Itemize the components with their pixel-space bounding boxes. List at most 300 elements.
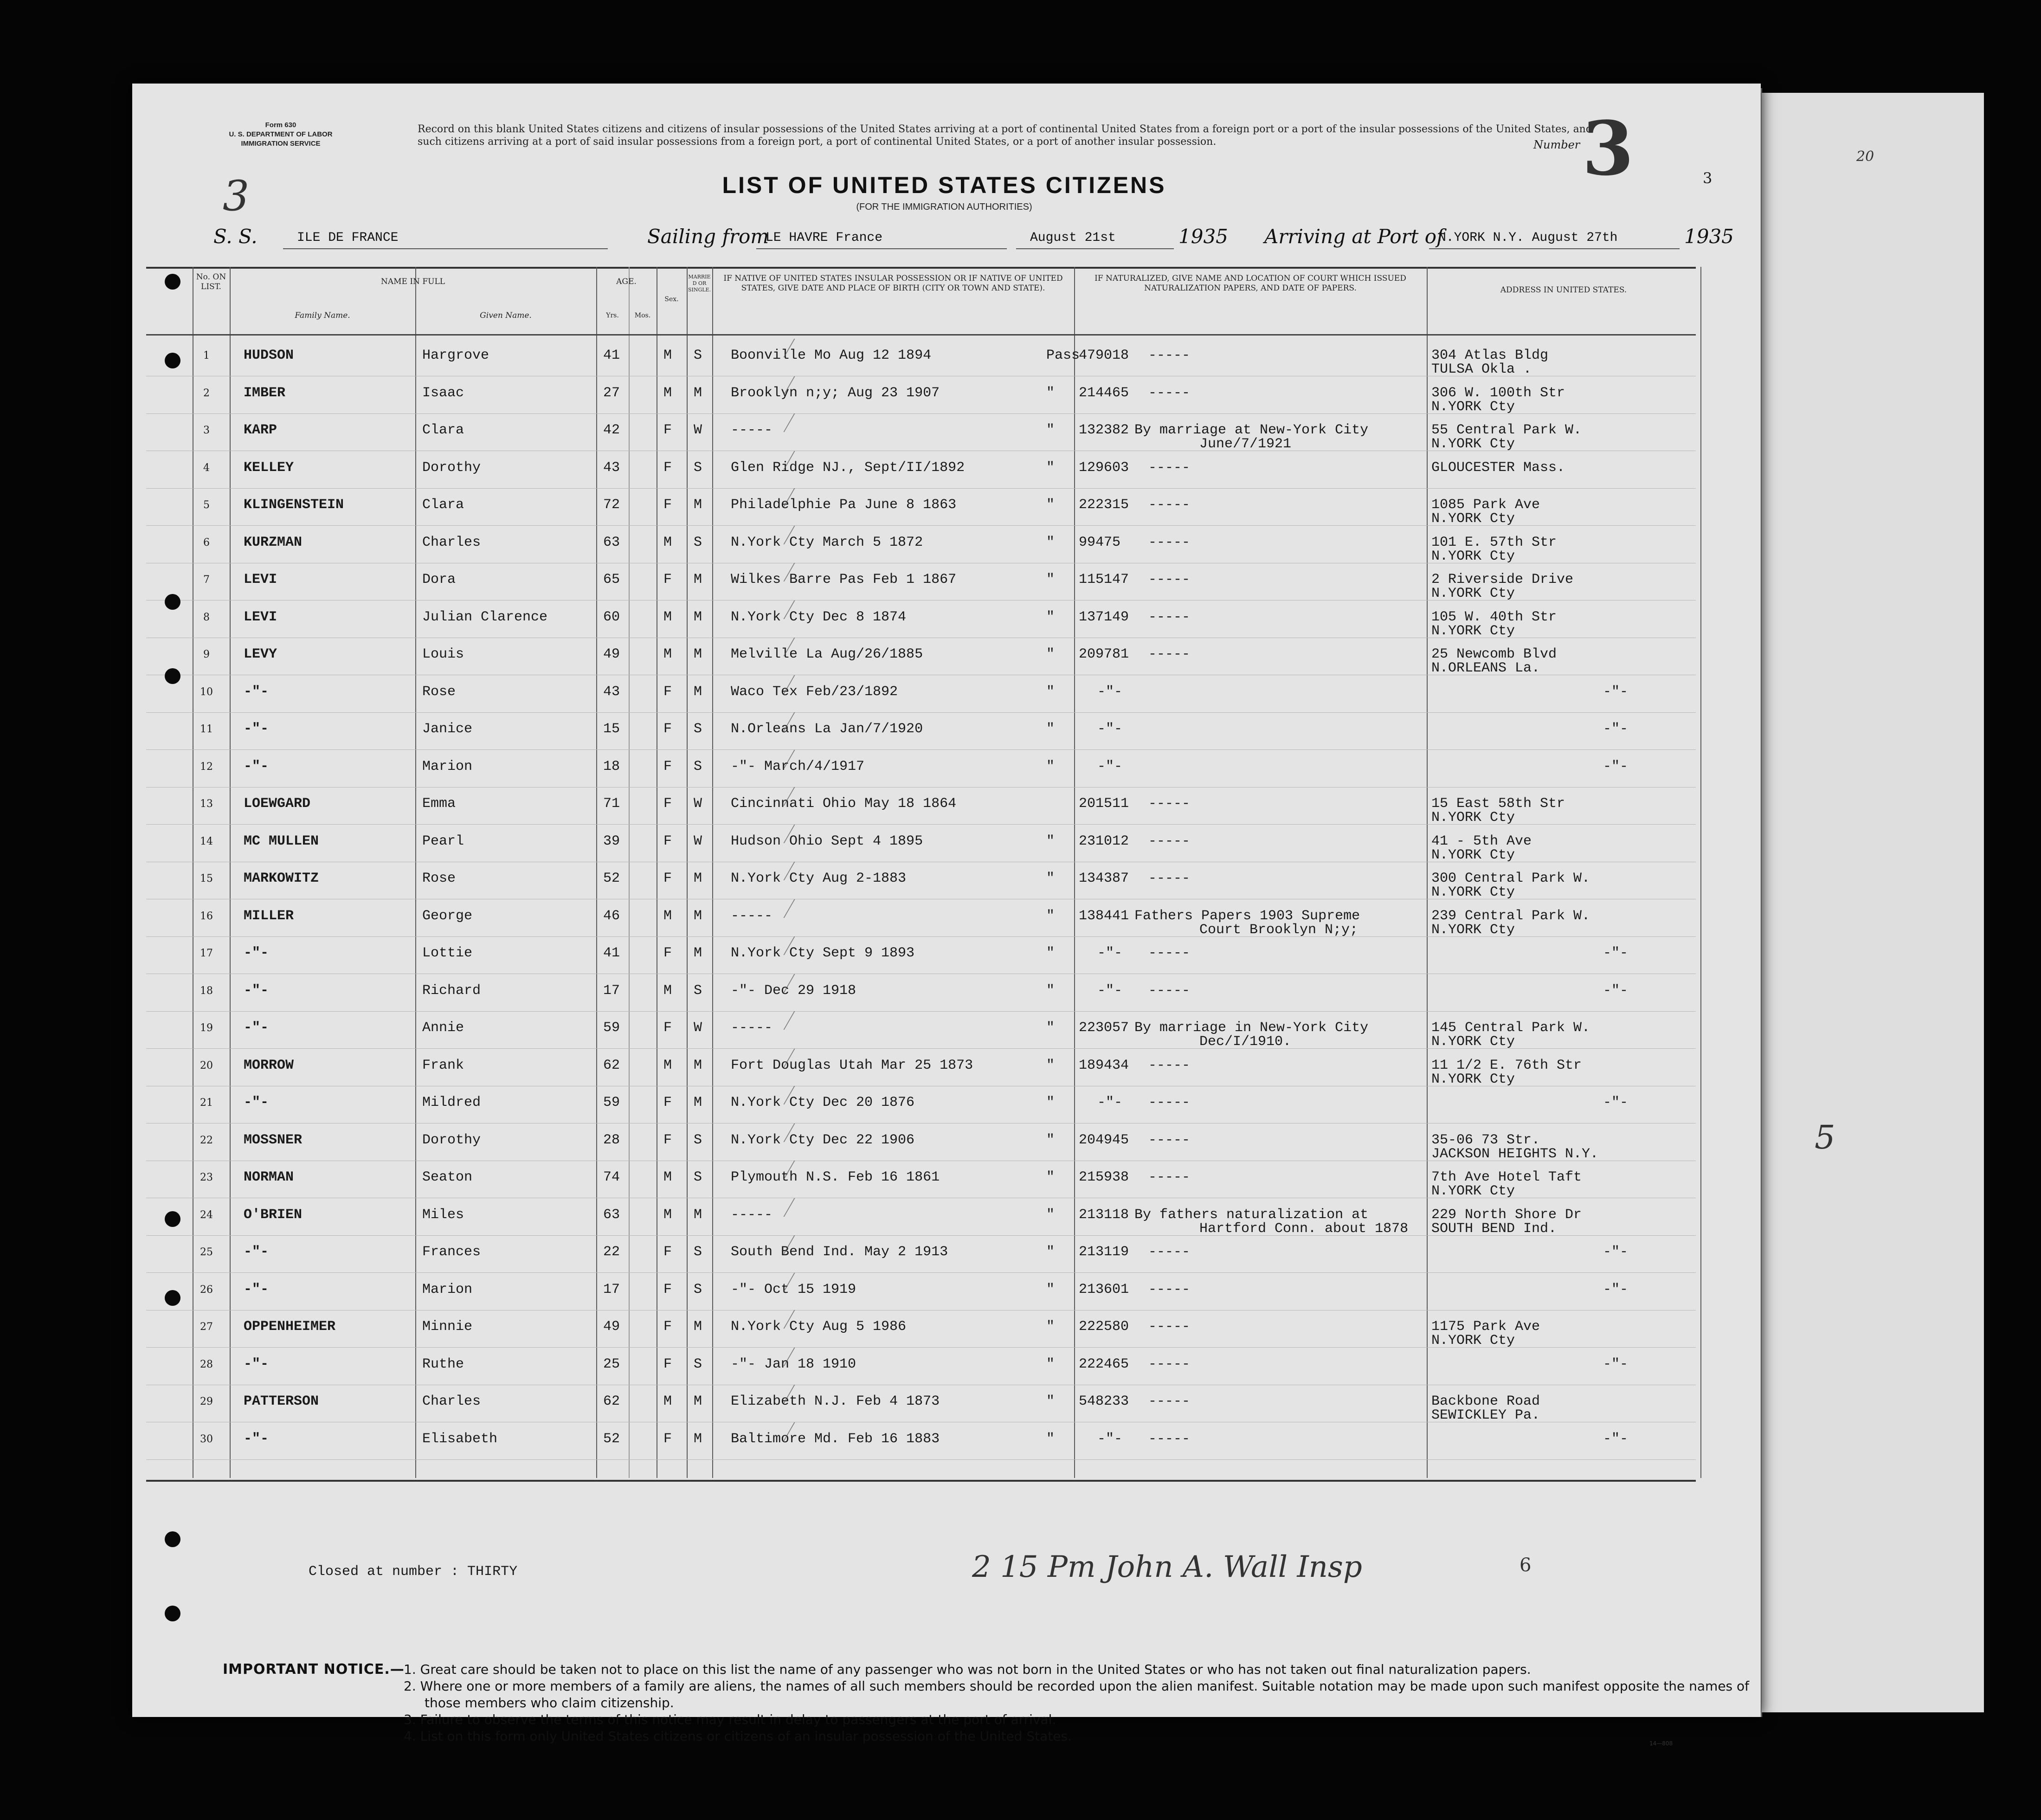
page-subtitle: (FOR THE IMMIGRATION AUTHORITIES) xyxy=(856,202,1032,212)
table-row xyxy=(132,526,1761,563)
birth-place-date: Cincinnati Ohio May 18 1864 xyxy=(731,796,957,812)
given-name: Richard xyxy=(422,982,481,999)
age-years: 72 xyxy=(603,497,620,513)
passport-mark: " xyxy=(1046,833,1055,849)
family-name: -"- xyxy=(244,1356,269,1372)
passport-mark: " xyxy=(1046,1356,1055,1372)
passport-mark: " xyxy=(1046,497,1055,513)
address-line-1: 105 W. 40th Str xyxy=(1431,609,1557,625)
col-header-naturalized: IF NATURALIZED, GIVE NAME AND LOCATION OF COURT WHICH ISSUED NATURALIZATION PAPERS, AND DATE OF PAPERS. xyxy=(1095,274,1406,293)
naturalization-line-2: Dec/I/1910. xyxy=(1199,1034,1292,1050)
passport-number: -"- xyxy=(1097,945,1123,961)
family-name: HUDSON xyxy=(244,348,294,363)
address-line-2: N.YORK Cty xyxy=(1431,922,1515,938)
passport-number: 213119 xyxy=(1079,1244,1129,1260)
marital-status: S xyxy=(694,1132,702,1148)
row-number: 29 xyxy=(200,1396,213,1407)
row-number: 14 xyxy=(200,835,213,847)
given-name: Hargrove xyxy=(422,348,489,363)
naturalization: ----- xyxy=(1148,833,1191,849)
address-line-1: 41 - 5th Ave xyxy=(1431,833,1532,849)
age-years: 22 xyxy=(603,1244,620,1260)
address-line-2: N.YORK Cty xyxy=(1431,884,1515,900)
address-line-1: -"- xyxy=(1603,1095,1629,1110)
family-name: MILLER xyxy=(244,908,294,924)
age-years: 59 xyxy=(603,1095,620,1110)
address-line-2: SEWICKLEY Pa. xyxy=(1431,1407,1540,1423)
notice-item-3: 3. Failure to observe the terms of this notice may result in delay to passengers at the port of arrival. xyxy=(404,1712,1056,1727)
age-years: 62 xyxy=(603,1057,620,1073)
intro-text: Record on this blank United States citizens and citizens of insular possessions of the United States arriving at a port of continental United States from a foreign port or a port of the insular possessions of the United States, and such citizens arriving at a port of said insular possessions from a foreign port, a port of continental United States, or a port of another insular possession. xyxy=(418,123,1592,148)
table-row xyxy=(132,899,1761,936)
age-years: 59 xyxy=(603,1020,620,1036)
check-mark xyxy=(755,1198,795,1217)
age-years: 42 xyxy=(603,422,620,438)
row-number: 8 xyxy=(203,611,210,623)
sex: F xyxy=(663,1319,672,1335)
passport-number: -"- xyxy=(1097,1431,1123,1447)
family-name: -"- xyxy=(244,1431,269,1447)
col-header-yrs: Yrs. xyxy=(606,312,619,319)
passport-number: 138441 xyxy=(1079,908,1129,924)
row-number: 9 xyxy=(203,649,210,660)
binder-hole xyxy=(165,1606,180,1621)
notice-item-1: 1. Great care should be taken not to place on this list the name of any passenger who was not born in the United States or who has not taken out final naturalization papers. xyxy=(404,1662,1531,1677)
address-line-1: -"- xyxy=(1603,1244,1629,1260)
binder-hole xyxy=(165,1211,180,1227)
passport-mark: " xyxy=(1046,1319,1055,1335)
check-mark xyxy=(755,1011,795,1030)
to-port: N.YORK N.Y. August 27th xyxy=(1438,231,1618,245)
table-row xyxy=(132,1161,1761,1198)
passport-number: -"- xyxy=(1097,684,1123,700)
row-number: 4 xyxy=(203,462,210,474)
passport-number: -"- xyxy=(1097,721,1123,737)
address-line-2: N.YORK Cty xyxy=(1431,399,1515,415)
passport-number: 189434 xyxy=(1079,1057,1129,1073)
family-name: MARKOWITZ xyxy=(244,871,319,886)
sex: M xyxy=(663,908,672,924)
address-line-2: N.YORK Cty xyxy=(1431,586,1515,601)
row-number: 16 xyxy=(200,910,213,922)
naturalization: Fathers Papers 1903 Supreme xyxy=(1134,908,1360,924)
col-header-family-name: Family Name. xyxy=(295,311,350,320)
address-line-2: N.ORLEANS La. xyxy=(1431,660,1540,676)
passport-number: 548233 xyxy=(1079,1394,1129,1409)
sex: F xyxy=(663,1095,672,1110)
table-row xyxy=(132,1086,1761,1123)
age-years: 27 xyxy=(603,385,620,401)
passenger-table xyxy=(132,267,1761,1478)
passport-number: 137149 xyxy=(1079,609,1129,625)
family-name: OPPENHEIMER xyxy=(244,1319,336,1335)
age-years: 41 xyxy=(603,348,620,363)
birth-place-date: Philadelphie Pa June 8 1863 xyxy=(731,497,957,513)
birth-place-date: N.York Cty Dec 20 1876 xyxy=(731,1095,915,1110)
given-name: Isaac xyxy=(422,385,464,401)
given-name: Marion xyxy=(422,758,473,774)
passport-number: 215938 xyxy=(1079,1169,1129,1185)
passport-mark: " xyxy=(1046,646,1055,662)
table-row xyxy=(132,339,1761,376)
sex: M xyxy=(663,982,672,999)
family-name: MOSSNER xyxy=(244,1132,303,1148)
sex: M xyxy=(663,609,672,625)
address-line-2: N.YORK Cty xyxy=(1431,511,1515,527)
marital-status: S xyxy=(694,758,702,774)
marital-status: M xyxy=(694,497,702,513)
age-years: 60 xyxy=(603,609,620,625)
notice-item-2: 2. Where one or more members of a family are aliens, the names of all such members should be recorded upon the alien manifest. Suitable notation may be made upon such manifest opposite the names of those members who claim citizenship. xyxy=(404,1678,1750,1710)
sex: M xyxy=(663,348,672,363)
passport-number: 223057 xyxy=(1079,1020,1129,1036)
margin-mark-left-top: 3 xyxy=(223,172,250,220)
row-number: 20 xyxy=(200,1059,213,1071)
naturalization: ----- xyxy=(1148,1244,1191,1260)
family-name: LEVY xyxy=(244,646,277,662)
ship-name: ILE DE FRANCE xyxy=(297,231,399,245)
check-mark xyxy=(755,413,795,432)
row-number: 23 xyxy=(200,1172,213,1183)
notice-item-4: 4. List on this form only United States citizens or citizens of an insular possession of the United States. xyxy=(404,1729,1072,1744)
binder-hole xyxy=(165,594,180,610)
marital-status: S xyxy=(694,982,702,999)
naturalization: ----- xyxy=(1148,1132,1191,1148)
age-years: 15 xyxy=(603,721,620,737)
row-number: 26 xyxy=(200,1284,213,1296)
row-number: 15 xyxy=(200,873,213,884)
naturalization: ----- xyxy=(1148,1431,1191,1447)
family-name: -"- xyxy=(244,684,269,700)
table-row xyxy=(132,563,1761,600)
col-header-given-name: Given Name. xyxy=(480,311,532,320)
sex: F xyxy=(663,796,672,812)
col-header-name-in-full: NAME IN FULL xyxy=(380,277,445,286)
passport-mark: " xyxy=(1046,1281,1055,1297)
family-name: MORROW xyxy=(244,1057,294,1073)
naturalization: ----- xyxy=(1148,497,1191,513)
family-name: KURZMAN xyxy=(244,534,303,550)
closed-at-number: Closed at number : THIRTY xyxy=(309,1564,518,1580)
given-name: Charles xyxy=(422,534,481,550)
address-line-2: SOUTH BEND Ind. xyxy=(1431,1220,1557,1237)
row-number: 28 xyxy=(200,1358,213,1370)
sex: F xyxy=(663,572,672,587)
age-years: 18 xyxy=(603,758,620,774)
passport-mark: " xyxy=(1046,1095,1055,1110)
sex: M xyxy=(663,1207,672,1223)
given-name: Marion xyxy=(422,1281,473,1297)
row-number: 12 xyxy=(200,761,213,773)
naturalization: ----- xyxy=(1148,1319,1191,1335)
age-years: 52 xyxy=(603,1431,620,1447)
naturalization: ----- xyxy=(1148,1394,1191,1409)
naturalization: By marriage at New-York City xyxy=(1134,422,1369,438)
sex: F xyxy=(663,1281,672,1297)
table-row xyxy=(132,600,1761,638)
naturalization: ----- xyxy=(1148,871,1191,886)
corner-number: 3 xyxy=(1703,169,1713,187)
birth-place-date: N.York Cty Aug 2-1883 xyxy=(731,871,907,886)
table-row xyxy=(132,675,1761,712)
col-header-native: IF NATIVE OF UNITED STATES INSULAR POSSESSION OR IF NATIVE OF UNITED STATES, GIVE DATE AND PLACE OF BIRTH (CITY OR TOWN AND STATE). xyxy=(723,274,1063,293)
address-line-1: 300 Central Park W. xyxy=(1431,871,1590,886)
family-name: -"- xyxy=(244,721,269,737)
birth-place-date: Elizabeth N.J. Feb 4 1873 xyxy=(731,1394,940,1409)
passport-mark: Pass xyxy=(1046,348,1080,363)
passport-number: 213118 xyxy=(1079,1207,1129,1223)
birth-place-date: N.York Cty Dec 8 1874 xyxy=(731,609,907,625)
depart-date: August 21st xyxy=(1030,231,1116,245)
row-number: 1 xyxy=(203,350,210,361)
sex: F xyxy=(663,422,672,438)
given-name: Janice xyxy=(422,721,473,737)
col-header-mos: Mos. xyxy=(634,312,651,319)
naturalization: ----- xyxy=(1148,348,1191,363)
given-name: Clara xyxy=(422,497,464,513)
address-line-1: 229 North Shore Dr xyxy=(1431,1207,1582,1223)
naturalization: ----- xyxy=(1148,1169,1191,1185)
sex: M xyxy=(663,385,672,401)
passport-mark: " xyxy=(1046,422,1055,438)
family-name: LEVI xyxy=(244,609,277,625)
table-row xyxy=(132,1235,1761,1272)
table-row xyxy=(132,1310,1761,1347)
address-line-2: JACKSON HEIGHTS N.Y. xyxy=(1431,1146,1599,1162)
col-header-sex: Sex. xyxy=(664,296,679,303)
list-number-value: 3 xyxy=(1582,105,1634,192)
table-row xyxy=(132,1273,1761,1310)
birth-place-date: ----- xyxy=(731,908,773,924)
age-years: 41 xyxy=(603,945,620,961)
marital-status: M xyxy=(694,609,702,625)
birth-place-date: -"- March/4/1917 xyxy=(731,758,865,774)
passport-mark: " xyxy=(1046,1132,1055,1148)
naturalization-line-2: Hartford Conn. about 1878 xyxy=(1199,1220,1409,1237)
birth-place-date: Melville La Aug/26/1885 xyxy=(731,646,923,662)
passport-mark: " xyxy=(1046,721,1055,737)
passport-mark: " xyxy=(1046,1394,1055,1409)
passport-number: -"- xyxy=(1097,1095,1123,1110)
address-line-1: 239 Central Park W. xyxy=(1431,908,1590,924)
passport-mark: " xyxy=(1046,945,1055,961)
family-name: -"- xyxy=(244,1095,269,1110)
age-years: 43 xyxy=(603,459,620,476)
sex: F xyxy=(663,459,672,476)
family-name: KELLEY xyxy=(244,459,294,476)
marital-status: M xyxy=(694,908,702,924)
row-number: 6 xyxy=(203,536,210,549)
manifest-page xyxy=(132,84,1761,1747)
passport-number: 222315 xyxy=(1079,497,1129,513)
arriving-label: Arriving at Port of xyxy=(1264,225,1444,248)
passport-mark: " xyxy=(1046,385,1055,401)
service-name: IMMIGRATION SERVICE xyxy=(241,140,321,148)
arrival-year: 1935 xyxy=(1684,225,1734,248)
marital-status: W xyxy=(694,422,702,438)
binder-hole xyxy=(165,353,180,368)
address-line-2: N.YORK Cty xyxy=(1431,1333,1515,1349)
sailing-line xyxy=(213,225,1734,253)
passport-mark: " xyxy=(1046,459,1055,476)
address-line-1: 55 Central Park W. xyxy=(1431,422,1582,438)
age-years: 39 xyxy=(603,833,620,849)
family-name: -"- xyxy=(244,982,269,999)
row-number: 30 xyxy=(200,1433,213,1445)
passport-number: 213601 xyxy=(1079,1281,1129,1297)
table-row xyxy=(132,376,1761,413)
table-row xyxy=(132,712,1761,749)
family-name: -"- xyxy=(244,1281,269,1297)
table-row xyxy=(132,1123,1761,1161)
passport-mark: " xyxy=(1046,1057,1055,1073)
passport-number: -"- xyxy=(1097,982,1123,999)
row-number: 11 xyxy=(200,723,213,735)
page-title: LIST OF UNITED STATES CITIZENS xyxy=(722,172,1166,198)
table-row xyxy=(132,787,1761,824)
marital-status: S xyxy=(694,534,702,550)
marital-status: M xyxy=(694,1057,702,1073)
passport-mark: " xyxy=(1046,1431,1055,1447)
col-header-age: AGE. xyxy=(616,277,637,286)
address-line-1: -"- xyxy=(1603,982,1629,999)
department-name: U. S. DEPARTMENT OF LABOR xyxy=(229,130,333,138)
table-row xyxy=(132,825,1761,862)
family-name: LOEWGARD xyxy=(244,796,311,812)
naturalization-line-2: June/7/1921 xyxy=(1199,436,1292,452)
margin-number: 6 xyxy=(1519,1555,1532,1576)
address-line-1: 15 East 58th Str xyxy=(1431,796,1565,812)
age-years: 65 xyxy=(603,572,620,587)
marital-status: M xyxy=(694,945,702,961)
passport-number: 134387 xyxy=(1079,871,1129,886)
passport-mark: " xyxy=(1046,871,1055,886)
birth-place-date: N.York Cty Sept 9 1893 xyxy=(731,945,915,961)
row-number: 10 xyxy=(200,686,213,698)
given-name: George xyxy=(422,908,473,924)
birth-place-date: Baltimore Md. Feb 16 1883 xyxy=(731,1431,940,1447)
sex: M xyxy=(663,534,672,550)
binder-hole xyxy=(165,1290,180,1306)
address-line-1: -"- xyxy=(1603,721,1629,737)
marital-status: M xyxy=(694,1431,702,1447)
birth-place-date: Waco Tex Feb/23/1892 xyxy=(731,684,898,700)
given-name: Clara xyxy=(422,422,464,438)
naturalization: By fathers naturalization at xyxy=(1134,1207,1369,1223)
naturalization: ----- xyxy=(1148,459,1191,476)
given-name: Dorothy xyxy=(422,1132,481,1148)
marital-status: S xyxy=(694,1356,702,1372)
given-name: Louis xyxy=(422,646,464,662)
sex: F xyxy=(663,721,672,737)
address-line-2: N.YORK Cty xyxy=(1431,548,1515,564)
naturalization: ----- xyxy=(1148,646,1191,662)
row-number: 5 xyxy=(203,499,210,511)
from-port: LE HAVRE France xyxy=(766,231,883,245)
passport-number: 214465 xyxy=(1079,385,1129,401)
birth-place-date: ----- xyxy=(731,1207,773,1223)
sex: F xyxy=(663,1132,672,1148)
row-number: 7 xyxy=(203,574,210,586)
given-name: Mildred xyxy=(422,1095,481,1110)
passport-mark: " xyxy=(1046,1020,1055,1036)
marital-status: S xyxy=(694,1169,702,1185)
passport-mark: " xyxy=(1046,572,1055,587)
given-name: Dora xyxy=(422,572,456,587)
sex: F xyxy=(663,1244,672,1260)
passport-mark: " xyxy=(1046,534,1055,550)
address-line-1: 1085 Park Ave xyxy=(1431,497,1540,513)
marital-status: M xyxy=(694,1394,702,1409)
list-number-label: Number xyxy=(1533,138,1580,151)
naturalization: ----- xyxy=(1148,1057,1191,1073)
row-number: 22 xyxy=(200,1134,213,1146)
given-name: Dorothy xyxy=(422,459,481,476)
binder-hole xyxy=(165,1531,180,1547)
passport-mark: " xyxy=(1046,684,1055,700)
table-row xyxy=(132,974,1761,1011)
row-number: 17 xyxy=(200,948,213,959)
margin-mark-right-mid: 5 xyxy=(1815,1118,1835,1156)
birth-place-date: N.York Cty Dec 22 1906 xyxy=(731,1132,915,1148)
passport-mark: " xyxy=(1046,1207,1055,1223)
form-identifier xyxy=(183,121,378,148)
marital-status: M xyxy=(694,684,702,700)
table-row xyxy=(132,750,1761,787)
family-name: -"- xyxy=(244,1244,269,1260)
marital-status: W xyxy=(694,1020,702,1036)
passport-number: 222465 xyxy=(1079,1356,1129,1372)
given-name: Ruthe xyxy=(422,1356,464,1372)
passport-number: 99475 xyxy=(1079,534,1121,550)
naturalization: ----- xyxy=(1148,609,1191,625)
sex: F xyxy=(663,1431,672,1447)
marital-status: S xyxy=(694,348,702,363)
binder-hole xyxy=(165,274,180,290)
age-years: 62 xyxy=(603,1394,620,1409)
margin-mark-right-top: 20 xyxy=(1856,148,1874,165)
sex: F xyxy=(663,684,672,700)
col-header-married: MARRIED OR SINGLE. xyxy=(688,274,711,293)
naturalization: By marriage in New-York City xyxy=(1134,1020,1369,1036)
family-name: NORMAN xyxy=(244,1169,294,1185)
check-mark xyxy=(755,899,795,918)
age-years: 28 xyxy=(603,1132,620,1148)
table-row xyxy=(132,451,1761,488)
age-years: 71 xyxy=(603,796,620,812)
birth-place-date: Plymouth N.S. Feb 16 1861 xyxy=(731,1169,940,1185)
passport-number: 209781 xyxy=(1079,646,1129,662)
birth-place-date: South Bend Ind. May 2 1913 xyxy=(731,1244,948,1260)
table-row xyxy=(132,638,1761,675)
passport-number: 132382 xyxy=(1079,422,1129,438)
birth-place-date: N.Orleans La Jan/7/1920 xyxy=(731,721,923,737)
given-name: Rose xyxy=(422,871,456,886)
col-header-address: ADDRESS IN UNITED STATES. xyxy=(1500,285,1627,295)
given-name: Rose xyxy=(422,684,456,700)
sex: F xyxy=(663,833,672,849)
given-name: Emma xyxy=(422,796,456,812)
table-row xyxy=(132,1198,1761,1235)
address-line-1: GLOUCESTER Mass. xyxy=(1431,459,1565,476)
table-row xyxy=(132,1011,1761,1048)
sex: M xyxy=(663,1057,672,1073)
naturalization: ----- xyxy=(1148,796,1191,812)
birth-place-date: -"- Jan 18 1910 xyxy=(731,1356,856,1372)
family-name: -"- xyxy=(244,945,269,961)
sex: F xyxy=(663,1356,672,1372)
naturalization: ----- xyxy=(1148,534,1191,550)
